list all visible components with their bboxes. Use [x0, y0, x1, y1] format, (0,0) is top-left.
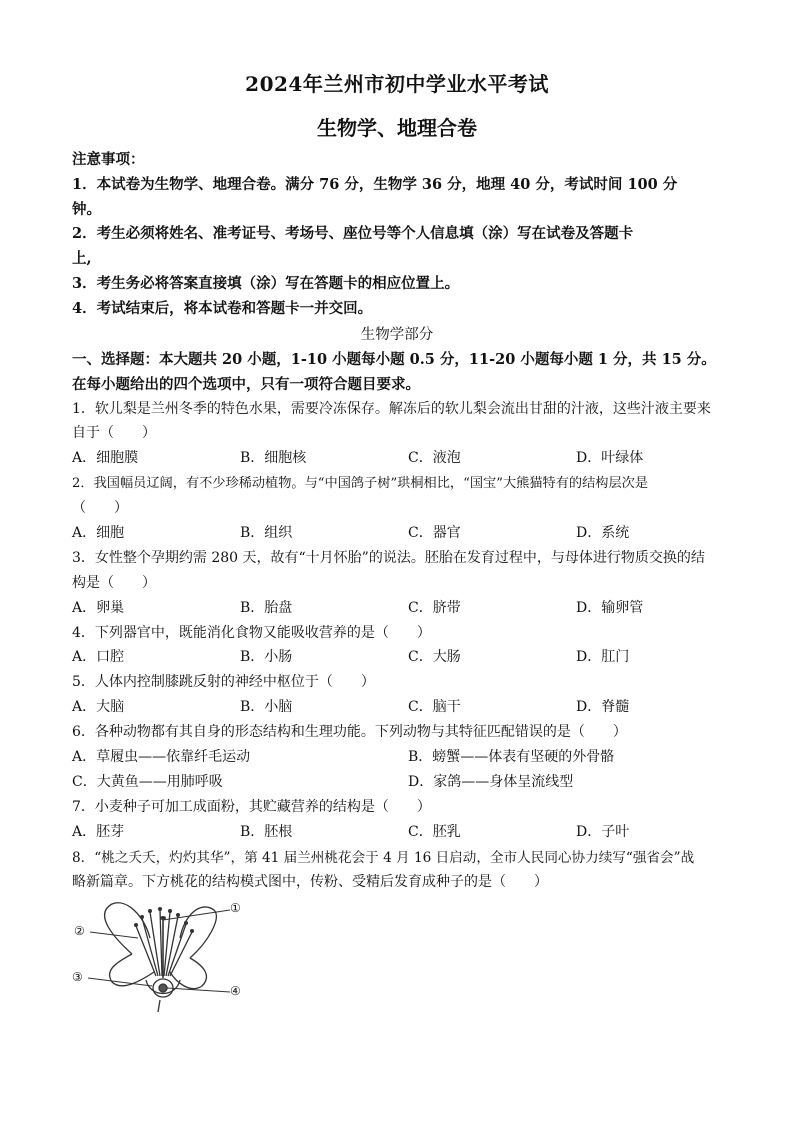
option-c: C．大肠	[408, 649, 461, 665]
option-b: B．胚根	[240, 824, 293, 840]
notice-item: 4．考试结束后，将本试卷和答题卡一并交回。	[72, 300, 373, 317]
option-a: A．细胞	[72, 525, 125, 541]
exam-title: 2024年兰州市初中学业水平考试	[245, 72, 549, 96]
option-d: D．子叶	[576, 824, 630, 840]
option-d: D．肛门	[576, 649, 630, 665]
question-text: 4．下列器官中，既能消化食物又能吸收营养的是（ ）	[72, 625, 431, 641]
part-instructions: 在每小题给出的四个选项中，只有一项符合题目要求。	[72, 376, 420, 393]
option-b: B．螃蟹——体表有坚硬的外骨骼	[408, 749, 615, 765]
option-b: B．胎盘	[240, 600, 293, 616]
option-b: B．组织	[240, 525, 293, 541]
question-text: （ ）	[72, 500, 128, 516]
option-c: C．胚乳	[408, 824, 461, 840]
option-c: C．脑干	[408, 699, 461, 715]
notice-item: 上,	[72, 250, 92, 267]
option-c: C．液泡	[408, 450, 461, 466]
question-text: 6．各种动物都有其自身的形态结构和生理功能。下列动物与其特征匹配错误的是（ ）	[72, 724, 627, 740]
option-c: C．器官	[408, 525, 461, 541]
option-a: A．大脑	[72, 699, 125, 715]
notice-item: 1．本试卷为生物学、地理合卷。满分 76 分，生物学 36 分，地理 40 分，考试时间 100 分	[72, 176, 678, 193]
question-text: 1．软儿梨是兰州冬季的特色水果，需要冷冻保存。解冻后的软儿梨会流出甘甜的汁液，这些汁液主要来	[72, 401, 711, 417]
notice-heading: 注意事项：	[72, 151, 145, 168]
question-text: 3．女性整个孕期约需 280 天，故有“十月怀胎”的说法。胚胎在发育过程中，与母体进行物质交换的结	[72, 550, 705, 566]
question-text: 8．“桃之夭夭，灼灼其华”，第 41 届兰州桃花会于 4 月 16 日启动，全市人民同心协力续写“强省会”战	[72, 850, 695, 866]
option-b: B．小脑	[240, 699, 293, 715]
option-a: A．口腔	[72, 649, 125, 665]
option-a: A．卵巢	[72, 600, 125, 616]
figure-label-1: ①	[230, 901, 241, 915]
option-d: D．叶绿体	[576, 450, 644, 466]
question-text: 2．我国幅员辽阔，有不少珍稀动植物。与“中国鸽子树”珙桐相比，“国宝”大熊猫特有的结构层次是	[72, 476, 649, 491]
question-text: 7．小麦种子可加工成面粉，其贮藏营养的结构是（ ）	[72, 799, 431, 815]
notice-item: 2．考生必须将姓名、准考证号、考场号、座位号等个人信息填（涂）写在试卷及答题卡	[72, 225, 634, 242]
peach-flower-diagram	[72, 896, 247, 1014]
figure-label-2: ②	[74, 924, 85, 938]
option-b: B．细胞核	[240, 450, 307, 466]
option-a: A．草履虫——依靠纤毛运动	[72, 749, 251, 765]
figure-label-4: ④	[230, 984, 241, 998]
option-b: B．小肠	[240, 649, 293, 665]
option-d: D．输卵管	[576, 600, 644, 616]
question-text: 构是（ ）	[72, 575, 156, 591]
option-c: C．大黄鱼——用肺呼吸	[72, 774, 223, 790]
part-instructions: 一、选择题：本大题共 20 小题，1-10 小题每小题 0.5 分，11-20 小题每小题 1 分，共 15 分。	[72, 351, 716, 368]
option-d: D．系统	[576, 525, 630, 541]
option-a: A．细胞膜	[72, 450, 139, 466]
notice-item: 钟。	[72, 201, 101, 218]
notice-item: 3．考生务必将答案直接填（涂）写在答题卡的相应位置上。	[72, 275, 460, 292]
question-text: 5．人体内控制膝跳反射的神经中枢位于（ ）	[72, 674, 375, 690]
exam-subtitle: 生物学、地理合卷	[317, 116, 477, 140]
question-text: 略新篇章。下方桃花的结构模式图中，传粉、受精后发育成种子的是（ ）	[72, 874, 548, 890]
option-d: D．脊髓	[576, 699, 630, 715]
option-a: A．胚芽	[72, 824, 125, 840]
question-text: 自于（ ）	[72, 425, 156, 441]
figure-label-3: ③	[72, 970, 83, 984]
option-c: C．脐带	[408, 600, 461, 616]
section-title: 生物学部分	[360, 327, 434, 343]
option-d: D．家鸽——身体呈流线型	[408, 774, 574, 790]
